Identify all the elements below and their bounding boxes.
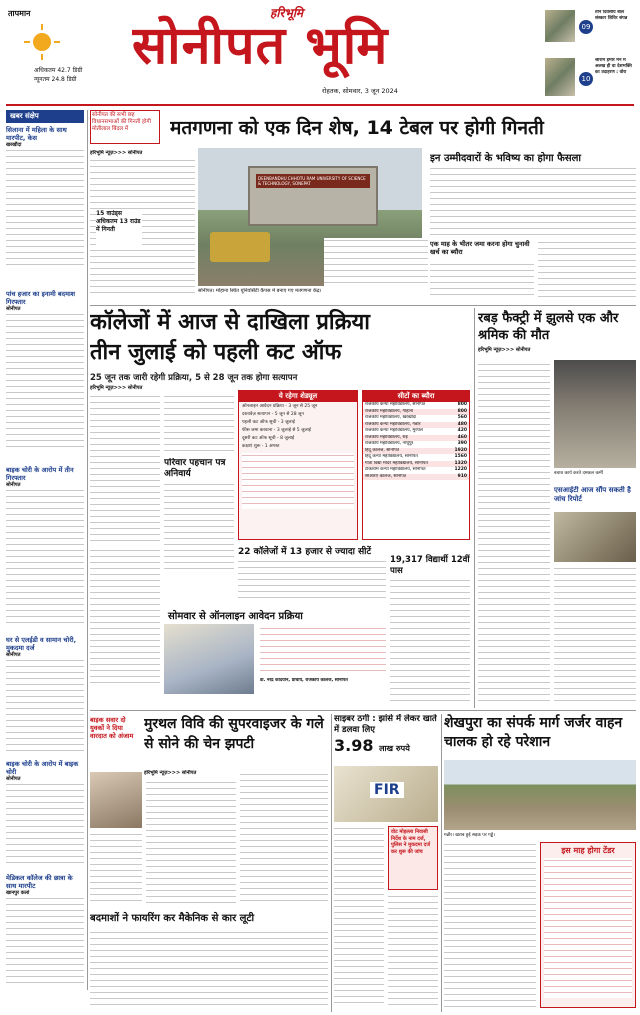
brief-title: बाइक चोरी के आरोप में तीन गिरफ्तार <box>6 466 74 482</box>
seats-title: सीटों का ब्यौरा <box>363 391 469 402</box>
top-story-byline: हरिभूमि न्यूज़>>> सोनीपत <box>90 150 143 156</box>
tender-title: इस माह होगा टेंडर <box>561 846 615 855</box>
top-story[interactable] <box>90 108 636 303</box>
teaser-bottom[interactable] <box>545 54 635 102</box>
schedule-box <box>238 390 358 540</box>
truck-shape <box>210 232 270 262</box>
top-story-kicker: सोनीपत की सभी छह विधानसभाओं की गिनती होगी मोतीलाल बिंदल में <box>90 110 160 144</box>
online-apply-title: सोमवार से ऑनलाइन आवेदन प्रक्रिया <box>164 608 386 622</box>
bottom-left-second-headline: बदमाशों ने फायरिंग कर मैकेनिक से कार लूटी <box>90 913 255 924</box>
brief-title: सिलाना में महिला के साथ मारपीट, केस <box>6 126 67 142</box>
brief-body <box>6 312 84 452</box>
schedule-item: ऑनलाइन आवेदन प्रक्रिया - 3 जून से 25 जून <box>242 404 318 409</box>
schedule-item: फीस जमा करवाना - 3 जुलाई से 5 जुलाई <box>242 428 311 433</box>
bottom-left-body <box>90 832 142 904</box>
quote-body <box>260 626 386 676</box>
teaser-num: 09 <box>579 20 593 34</box>
left-column <box>6 110 84 990</box>
brief-place: सोनीपत <box>6 776 21 782</box>
brief-place: सोनीपत <box>6 482 21 488</box>
weather-box <box>8 8 88 88</box>
schedule-item: दूसरी कट ऑफ सूची - 8 जुलाई <box>242 436 295 441</box>
bottom-left-byline: हरिभूमि न्यूज़>>> सोनीपत <box>144 770 197 776</box>
bottom-right-body <box>444 842 536 1008</box>
seats-count: 800 <box>457 408 467 414</box>
brief-body <box>6 148 84 268</box>
rubber-inset-photo <box>554 512 636 562</box>
students-box <box>390 554 470 704</box>
section-rule <box>90 710 636 711</box>
family-id-body <box>164 482 234 572</box>
brief-place: खरखौदा <box>6 142 22 148</box>
brief-item[interactable] <box>6 466 84 631</box>
seats-college: सीआरए कॉलेज, सोनीपत <box>365 473 407 479</box>
schedule-item: दस्तावेज़ सत्यापन - 5 जून से 28 जून <box>242 412 304 417</box>
brief-item[interactable] <box>6 290 84 460</box>
admission-headline-1: कॉलेजों में आज से दाखिला प्रक्रिया <box>90 310 370 335</box>
top-story-side-headline: इन उम्मीदवारों के भविष्य का होगा फैसला <box>430 153 581 164</box>
bottom-left-photo <box>90 772 142 828</box>
bottom-mid-amount-unit: लाख रुपये <box>379 744 410 753</box>
column-rule <box>441 714 442 1012</box>
weather-label: तापमान <box>8 9 31 18</box>
brief-item[interactable] <box>6 126 84 286</box>
brief-title: घर से एलईडी व सामान चोरी, मुकदमा दर्ज <box>6 636 77 652</box>
teaser-text: तीन दिवसीय बाल संस्कार शिविर संपन्न <box>595 10 628 21</box>
brief-place: खानपुर कलां <box>6 890 30 896</box>
rubber-body <box>478 362 550 702</box>
bottom-mid-body <box>334 826 384 1008</box>
teaser-top[interactable] <box>545 6 635 48</box>
seats-count: 1920 <box>454 447 467 453</box>
seats-count-title: 22 कॉलेजों में 13 हजार से ज्यादा सीटें <box>238 547 372 557</box>
family-id-title: परिवार पहचान पत्र अनिवार्य <box>164 458 226 479</box>
sun-icon <box>22 22 62 62</box>
seats-college: राजकीय कन्या महाविद्यालय, गन्नौर <box>365 421 421 427</box>
students-title: 19,317 विद्यार्थी 12वीं पास <box>390 555 470 576</box>
top-story-side-body <box>430 166 636 236</box>
schedule-item: कक्षाएं शुरू - 1 अगस्त <box>242 444 280 449</box>
column-rule <box>331 714 332 1012</box>
tender-box <box>540 842 636 1008</box>
seats-college: हिंदू कन्या महाविद्यालय, सोनीपत <box>365 454 418 459</box>
rubber-photo-caption: बचाव कार्य करते दमकल कर्मी <box>554 471 603 476</box>
admission-headline-2: तीन जुलाई को पहली कट ऑफ <box>90 340 342 365</box>
bottom-left-body-2 <box>146 780 236 904</box>
bottom-right-headline: शेखपुरा का संपर्क मार्ग जर्जर वाहन चालक हो रहे परेशान <box>444 715 623 750</box>
seats-count: 1320 <box>454 460 467 466</box>
seats-count: 910 <box>457 473 467 479</box>
brief-item[interactable] <box>6 636 84 756</box>
weather-min: न्यूनतम 24.8 डिग्री <box>34 76 77 83</box>
column-rule <box>87 110 88 990</box>
rubber-photo <box>554 360 636 468</box>
road-photo <box>444 760 636 830</box>
bottom-mid-story[interactable] <box>334 714 438 1012</box>
tender-body <box>544 858 632 998</box>
seats-college: राजकीय महाविद्यालय, नाथूपुर <box>365 441 414 446</box>
family-id-box <box>164 458 234 578</box>
quote-author: डॉ. नरेंद्र कादयान, प्राचार्य, राजकीय कॉलेज, सोनीपत <box>260 678 348 683</box>
university-gate <box>248 166 378 226</box>
top-story-headline: मतगणना को एक दिन शेष, 14 टेबल पर होगी गिनती <box>170 117 544 139</box>
seats-college: हिंदू कॉलेज, सोनीपत <box>365 447 400 453</box>
seats-count-box <box>238 544 386 604</box>
admission-body-2 <box>164 394 234 454</box>
bottom-mid-amount-row <box>334 736 438 755</box>
schedule-notes <box>242 453 354 509</box>
top-story-bullet: 15 वाउंड्स अधिकतम 13 राउंड में गिनती <box>96 210 142 250</box>
schedule-title: ये रहेगा शेड्यूल <box>239 391 357 402</box>
rubber-story[interactable] <box>478 310 636 708</box>
bottom-mid-body-2 <box>388 894 438 1008</box>
rubber-sub-headline: एसआईटी आज सौंप सकती है जांच रिपोर्ट <box>554 486 631 503</box>
online-apply-box <box>164 608 386 698</box>
fir-label: FIR <box>370 782 404 798</box>
fir-photo <box>334 766 438 822</box>
top-story-photo-caption: सोनीपत। मोहाना स्थित यूनिवर्सिटी कैंपस में बनाए गए मतगणना केंद्र। <box>198 288 322 294</box>
brief-place: सोनीपत <box>6 652 21 658</box>
schedule-item: पहली कट ऑफ सूची - 3 जुलाई <box>242 420 295 425</box>
brief-title: बाइक चोरी के आरोप में बाइक चोरी <box>6 760 79 776</box>
seats-college: राजकीय महाविद्यालय, खरखौदा <box>365 415 417 420</box>
teaser-num: 10 <box>579 72 593 86</box>
admission-story[interactable] <box>90 308 470 708</box>
seats-college: टीकाराम कन्या महाविद्यालय, सोनीपत <box>365 467 426 472</box>
brief-title: पांच हजार का इनामी बदमाश गिरफ्तार <box>6 290 76 306</box>
brief-body <box>6 488 84 628</box>
brief-item[interactable] <box>6 874 84 990</box>
rubber-body-2 <box>554 566 636 702</box>
seats-rows <box>363 402 469 480</box>
brief-body <box>6 658 84 753</box>
seats-row <box>363 474 469 481</box>
seats-college: राजकीय कन्या महाविद्यालय, सोनीपत <box>365 402 426 407</box>
masthead-title: सोनीपत भूमि <box>132 16 389 76</box>
seats-count: 1220 <box>454 467 467 472</box>
seats-college: राजकीय महाविद्यालय, गोहाना <box>365 408 414 414</box>
rubber-headline: रबड़ फैक्ट्री में झुलसे एक और श्रमिक की मौत <box>478 311 619 343</box>
seats-count: 390 <box>457 441 467 446</box>
seats-count-body <box>238 559 386 603</box>
admission-body-3 <box>90 548 160 683</box>
students-body <box>390 578 470 704</box>
gate-sign: DEENBANDHU CHHOTU RAM UNIVERSITY OF SCIENCE & TECHNOLOGY, SONEPAT <box>256 174 370 188</box>
top-story-sub-body <box>430 262 534 298</box>
brief-item[interactable] <box>6 760 84 870</box>
bottom-left-body-3 <box>240 772 328 904</box>
bottom-left-story[interactable] <box>90 714 328 1012</box>
road-photo-caption: गन्नौर। खराब हुई सड़क पर गड्ढे। <box>444 833 495 838</box>
admission-subhead: 25 जून तक जारी रहेगी प्रक्रिया, 5 से 28 जून तक होगा सत्यापन <box>90 373 298 383</box>
bottom-left-kicker: बाइक सवार दो युवकों ने दिया वारदात को अंजाम <box>90 716 134 740</box>
student-photo <box>164 624 254 694</box>
brief-body <box>6 896 84 988</box>
bottom-mid-note: वोट मोहल्ला निवासी निर्देश के नाम दर्ज, पुलिस ने मुकदमा दर्ज कर शुरू की जांच <box>388 826 438 890</box>
section-label: खबर संक्षेप <box>6 110 84 123</box>
seats-college: राजकीय महाविद्यालय, राई <box>365 434 408 440</box>
brief-title: मेडिकल कॉलेज की छात्रा के साथ मारपीट <box>6 874 73 890</box>
seats-college: राजकीय कन्या महाविद्यालय, मुरथल <box>365 428 423 433</box>
brief-body <box>6 782 84 867</box>
admission-byline: हरिभूमि न्यूज़>>> सोनीपत <box>90 385 143 391</box>
rubber-byline: हरिभूमि न्यूज़>>> सोनीपत <box>478 347 531 353</box>
column-rule <box>474 308 475 708</box>
top-story-sub-body-2 <box>538 240 636 298</box>
seats-count: 480 <box>457 421 467 427</box>
top-story-side-body-2 <box>324 238 428 288</box>
bottom-mid-headline: साइबर ठगी : झांसे में लेकर खाते में डलवा लिए <box>334 714 437 735</box>
teaser-photo <box>545 10 575 42</box>
teaser-photo <box>545 58 575 96</box>
top-story-sub-headline: एक माह के भीतर जमा करना होगा चुनावी खर्च का ब्यौरा <box>430 240 530 256</box>
section-rule <box>90 305 636 306</box>
seats-count: 1560 <box>454 454 467 459</box>
bottom-right-story[interactable] <box>444 714 636 1012</box>
bottom-mid-amount: 3.98 <box>334 736 374 755</box>
brand-label: हरिभूमि <box>270 6 304 20</box>
brief-place: सोनीपत <box>6 306 21 312</box>
seats-count: 420 <box>457 428 467 433</box>
admission-body <box>90 394 160 544</box>
seats-count: 800 <box>457 402 467 407</box>
teaser-text: श्रीराम हमारे मन में अलख ही वा देशभक्ति का उदाहरण : वोरा <box>595 58 632 75</box>
weather-max: अधिकतम 42.7 डिग्री <box>34 67 83 74</box>
seats-count: 460 <box>457 434 467 440</box>
seats-count: 560 <box>457 415 467 420</box>
seats-table <box>362 390 470 540</box>
masthead-rule <box>6 104 634 106</box>
seats-college: गीता विद्या मंदिर महाविद्यालय, सोनीपत <box>365 460 428 466</box>
dateline: रोहतक, सोमवार, 3 जून 2024 <box>322 87 398 95</box>
bottom-left-second-body <box>90 930 328 1008</box>
bottom-left-headline: मुरथल विवि की सुपरवाइजर के गले से सोने की चेन झपटी <box>144 716 324 752</box>
